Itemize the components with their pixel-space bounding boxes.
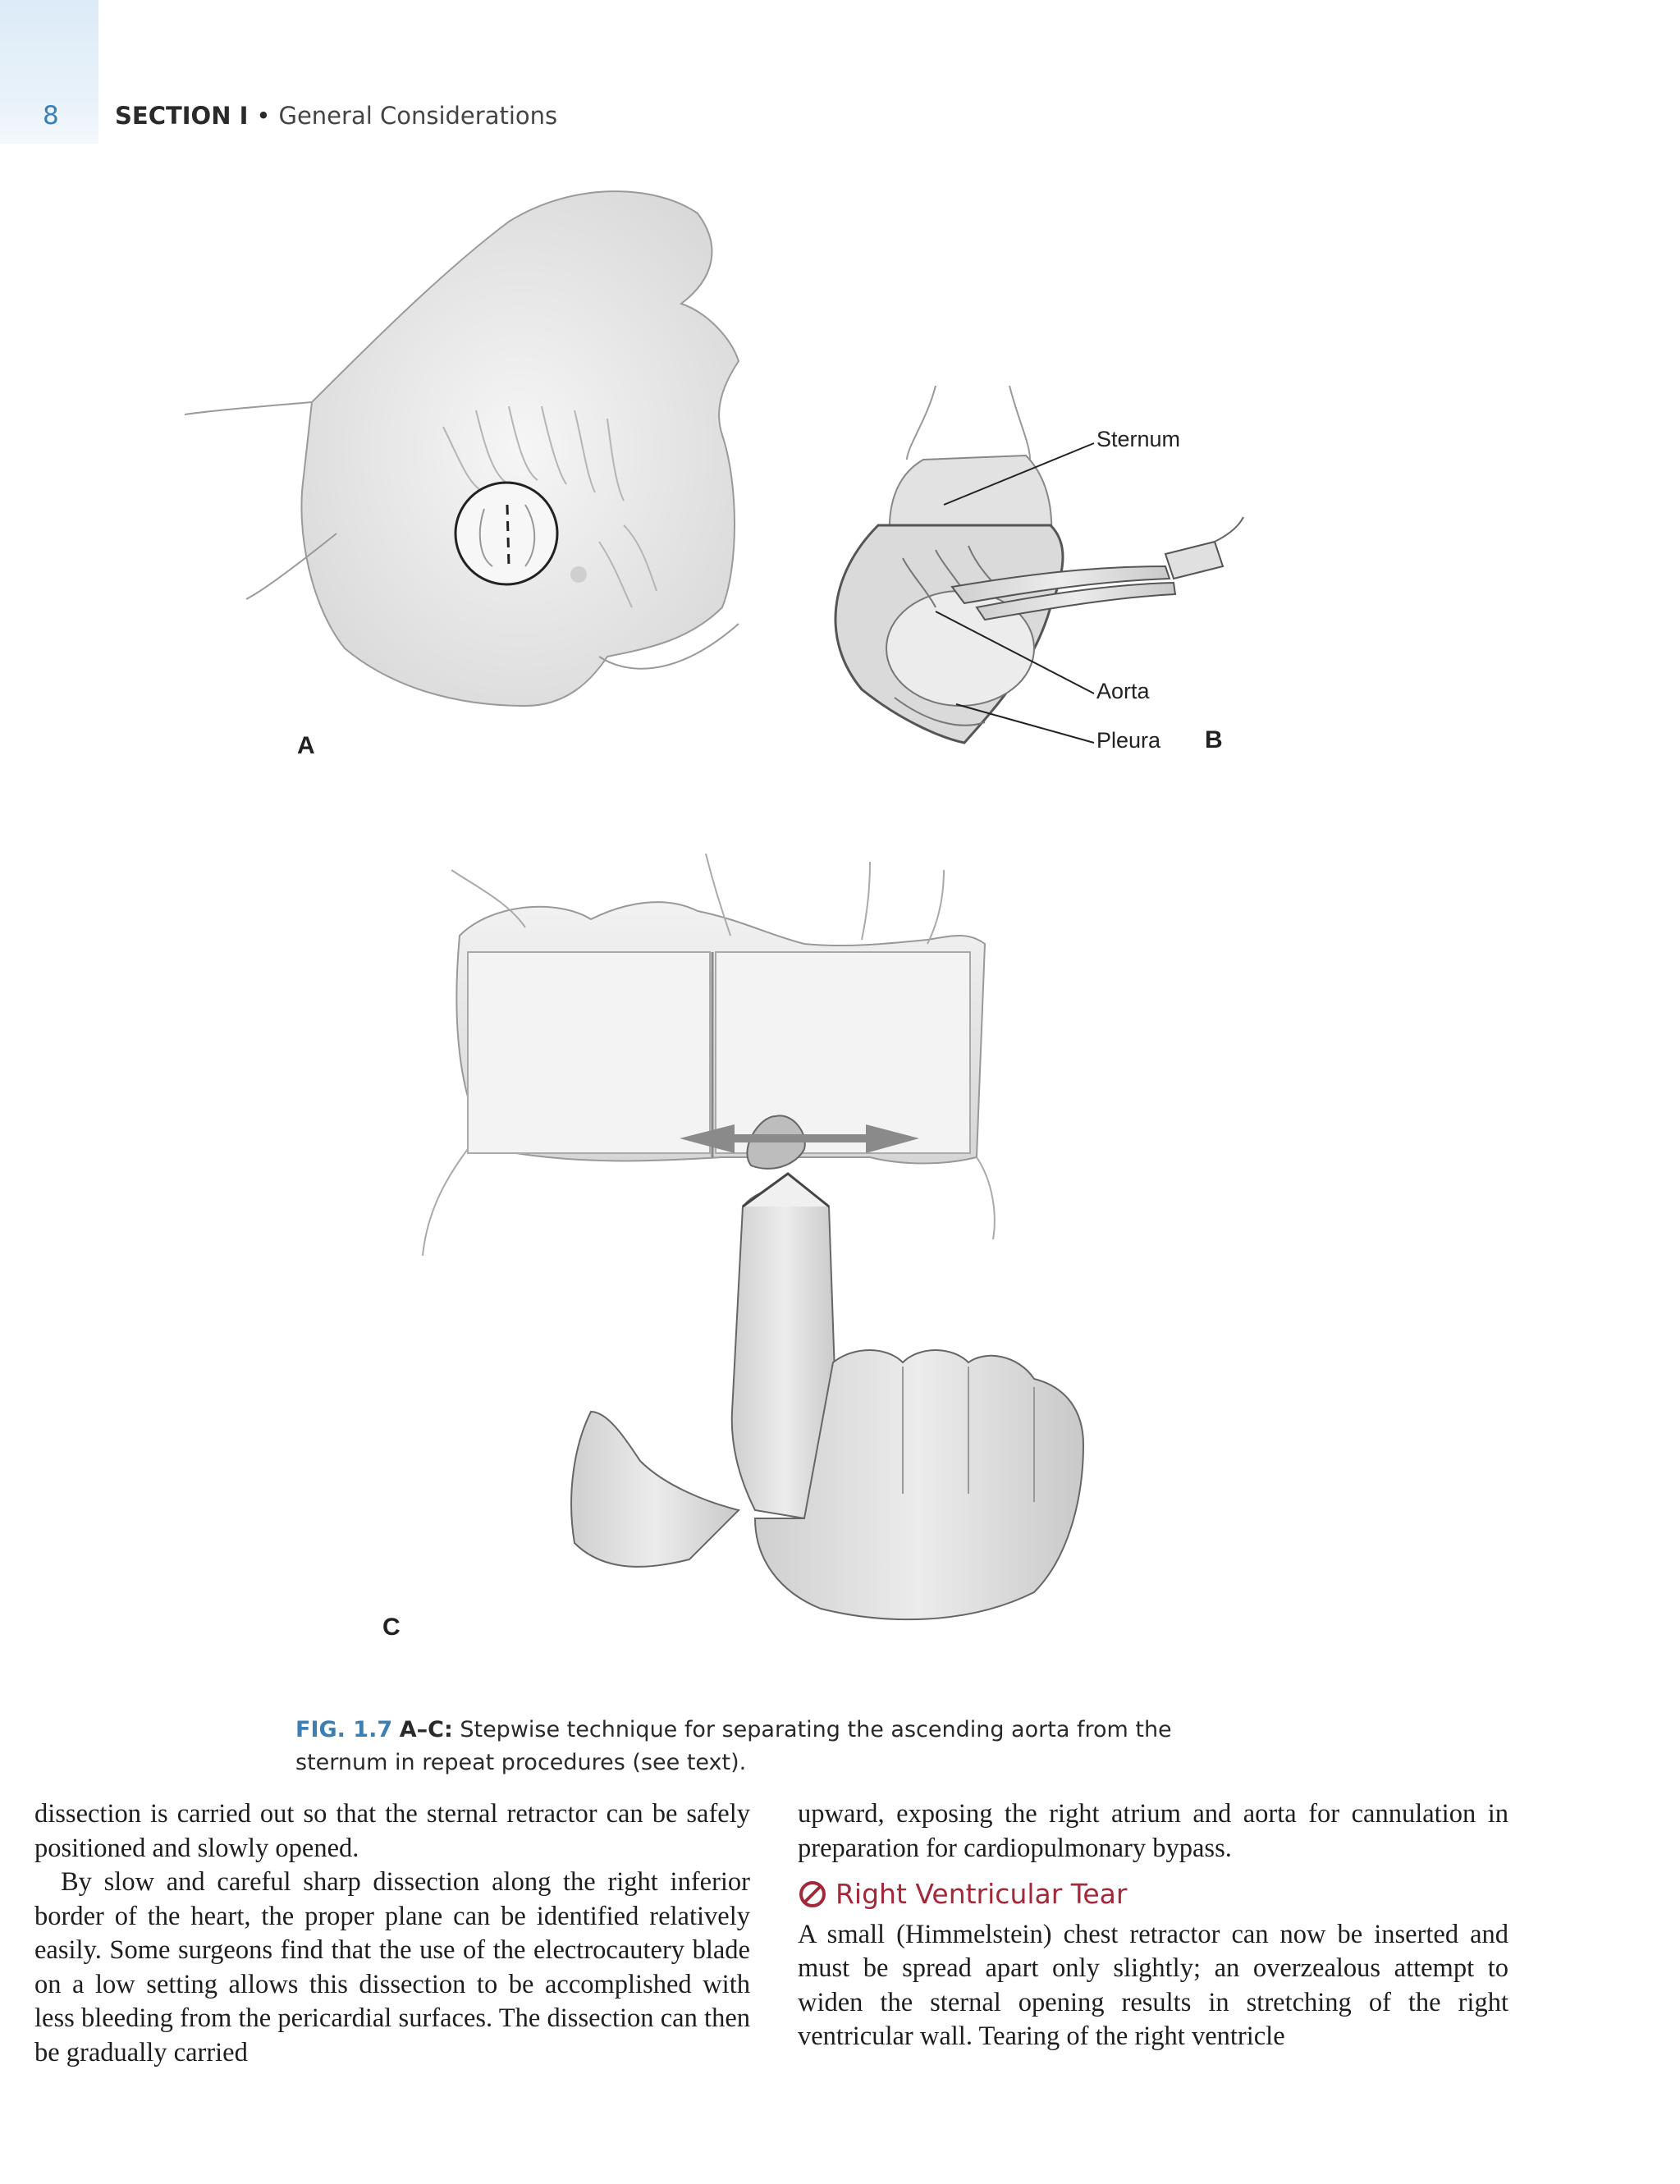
body-left-column — [34, 1797, 750, 2070]
left-paragraph-2: By slow and careful sharp dissection along the right inferior border of the heart, the proper plane can be identified relatively easily. Some surgeons find that the use of the electrocautery blade on a low setting allows this dissection to be accomplished with less bleeding from the pericardial surfaces. The dissection can then be gradually carried — [34, 1867, 750, 2067]
callout-sternum: Sternum — [1096, 427, 1181, 451]
figure-range: A–C: — [399, 1717, 453, 1742]
panel-a-drawing — [185, 191, 739, 706]
warning-heading — [798, 1877, 1508, 1912]
right-paragraph-1: upward, exposing the right atrium and aorta for cannulation in preparation for cardiopulmonary bypass. — [798, 1799, 1508, 1863]
panel-label-a: A — [297, 732, 315, 759]
body-right-column — [798, 1797, 1508, 2054]
callout-aorta: Aorta — [1096, 679, 1150, 703]
figure-caption-text: Stepwise technique for separating the ascending aorta from the sternum in repeat procedures (see text). — [295, 1717, 1172, 1775]
prohibited-icon — [798, 1880, 827, 1909]
page-number: 8 — [43, 101, 59, 130]
left-paragraph-1: dissection is carried out so that the sternal retractor can be safely positioned and slowly opened. — [34, 1799, 750, 1863]
section-topic: General Considerations — [278, 102, 558, 130]
warning-heading-text: Right Ventricular Tear — [835, 1878, 1128, 1910]
panel-label-c: C — [382, 1614, 401, 1641]
panel-b-drawing — [835, 386, 1243, 743]
panel-c-drawing — [423, 854, 1083, 1619]
section-label: SECTION I — [115, 102, 249, 130]
figure-caption — [295, 1714, 1264, 1779]
panel-label-b: B — [1205, 726, 1223, 753]
header-bullet: • — [256, 102, 271, 130]
figure-number: FIG. 1.7 — [295, 1717, 393, 1742]
right-paragraph-2: A small (Himmelstein) chest retractor can now be inserted and must be spread apart only slightly; an overzealous attempt to widen the sternal opening results in stretching of the right ventricular wall. Tearing of the right ventricle — [798, 1919, 1508, 2051]
callout-pleura: Pleura — [1096, 728, 1161, 753]
